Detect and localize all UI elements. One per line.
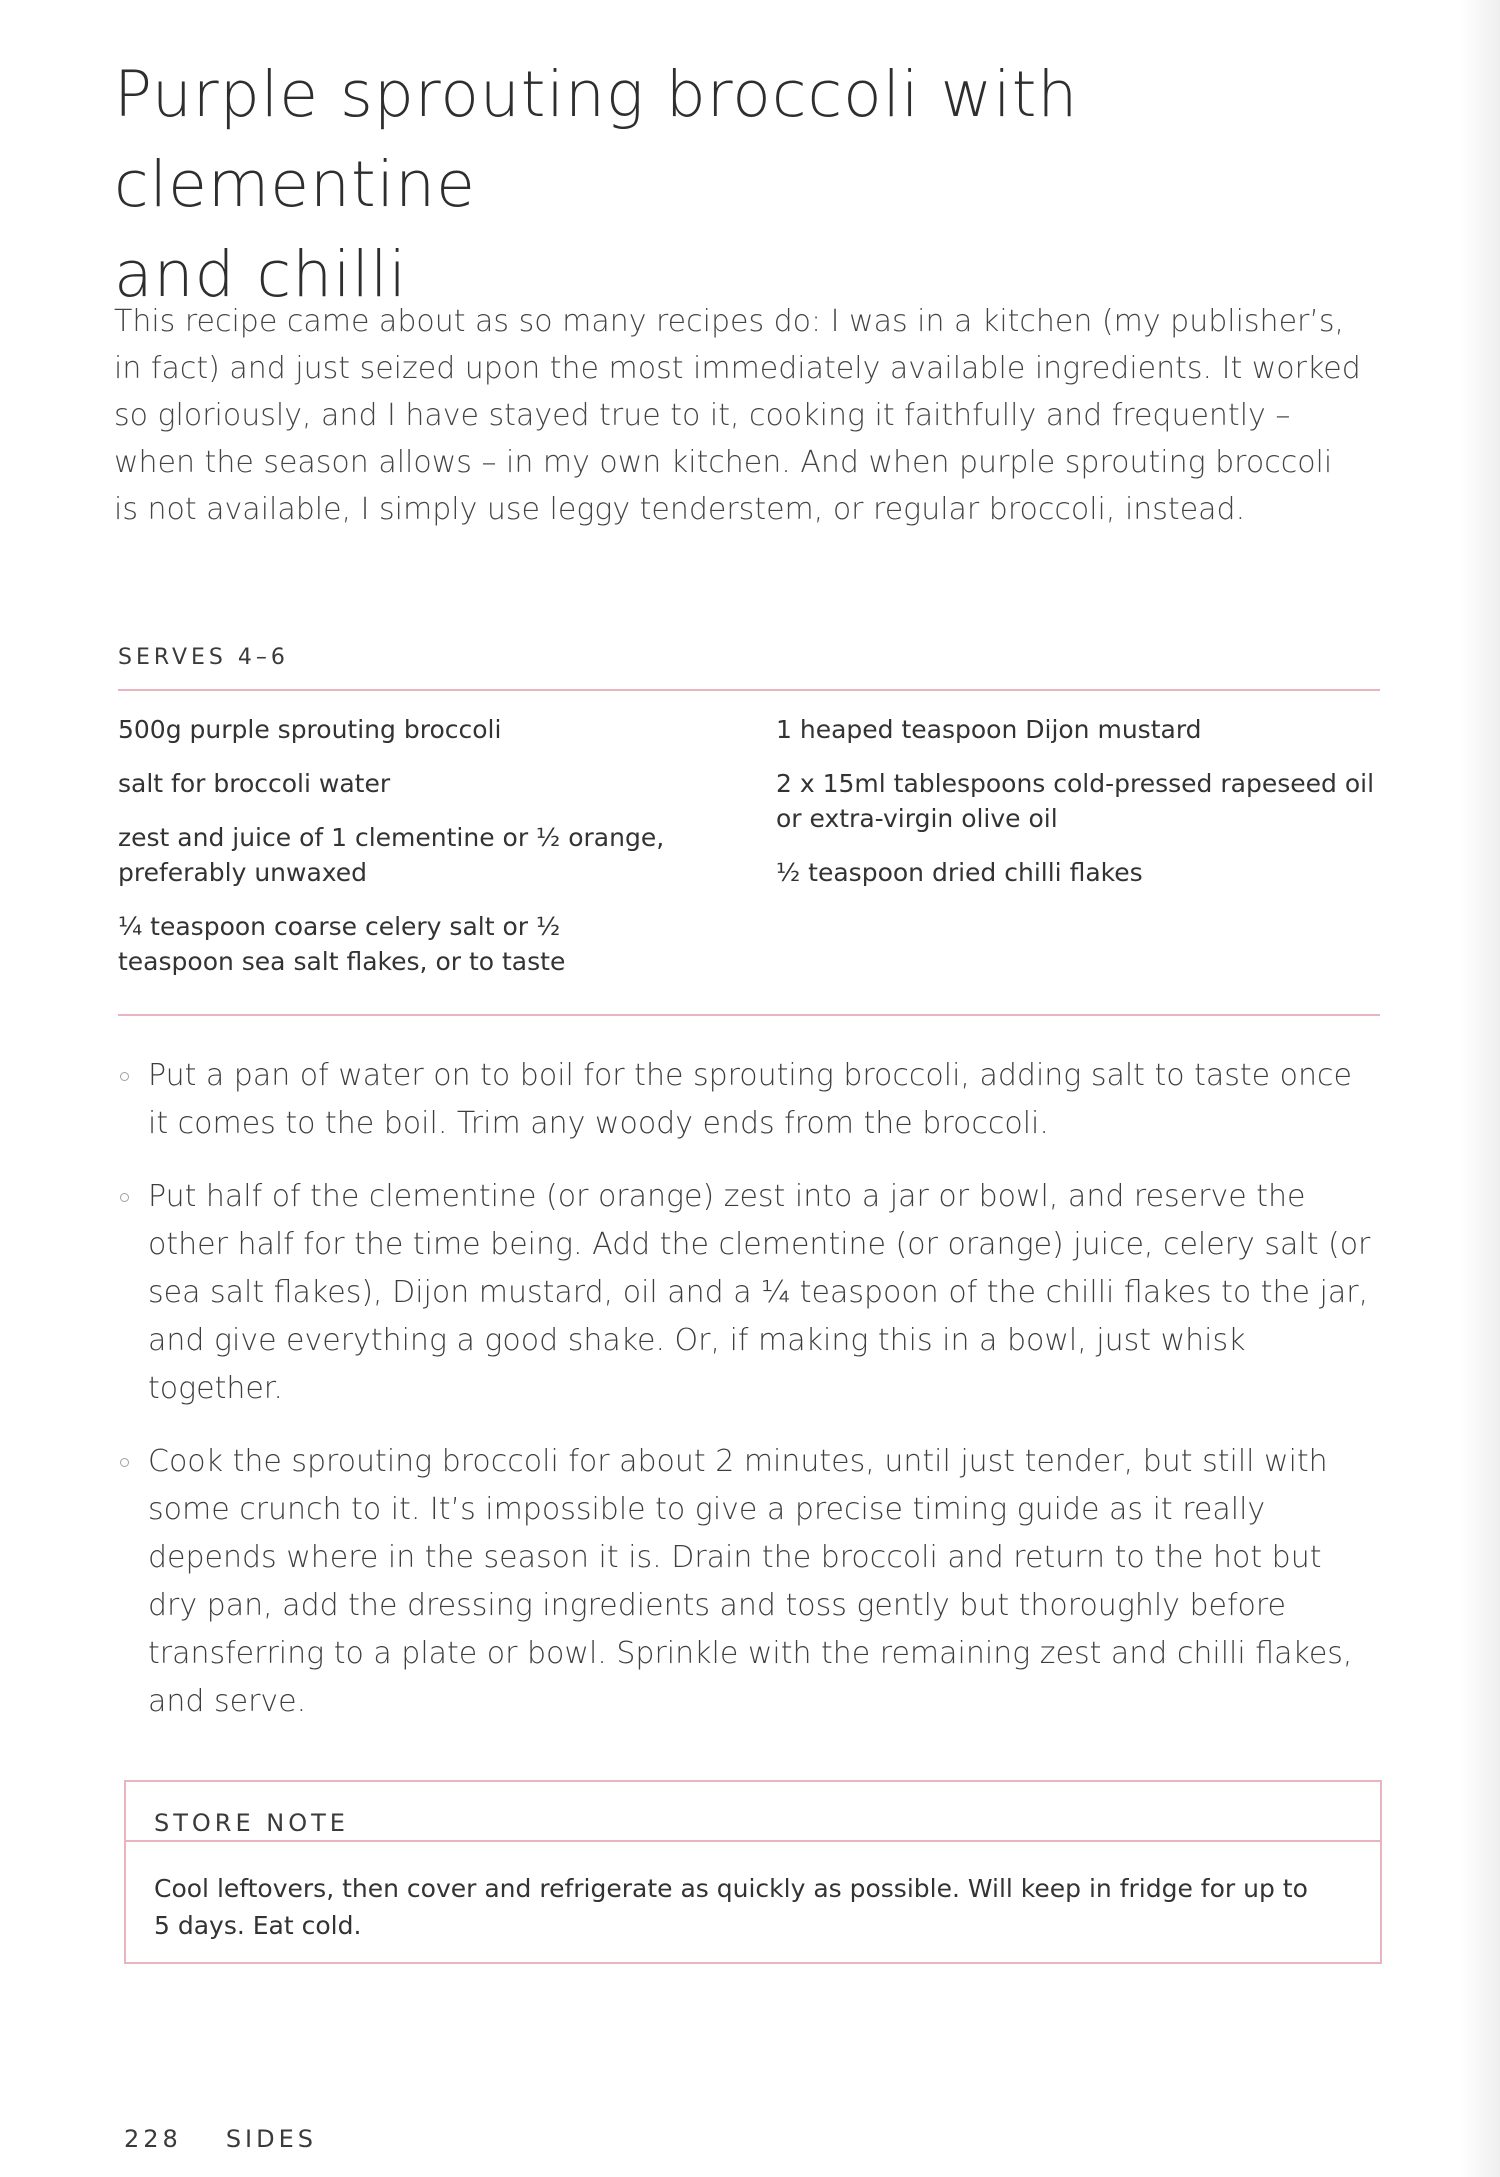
recipe-title [114,50,1374,320]
method-step [118,1438,1380,1726]
serves-label: SERVES 4–6 [118,645,289,670]
method-steps [118,1052,1380,1751]
method-step-text: Put half of the clementine (or orange) zest into a jar or bowl, and reserve the other half for the time being. Add the clementine (or orange) juice, celery salt (or sea salt flakes), Dijon mustard, oil and a ¼ teaspoon of the chilli flakes to the jar, and give everything a good shake. Or, if making this in a bowl, just whisk together. [148,1179,1371,1406]
ingredients-left-column [118,712,678,998]
ingredient-item: zest and juice of 1 clementine or ½ orange, preferably unwaxed [118,823,665,887]
page-number: 228 [124,2125,182,2153]
store-note-box [124,1780,1382,1964]
store-note-text: Cool leftovers, then cover and refrigerate as quickly as possible. Will keep in fridge for up to 5 days. Eat cold. [154,1874,1308,1940]
ingredients-right-column [776,712,1376,909]
ingredients-bottom-rule [118,1014,1380,1016]
ingredient-item: 2 x 15ml tablespoons cold-pressed rapeseed oil or extra-virgin olive oil [776,769,1375,833]
method-step [118,1052,1380,1148]
bullet-icon [120,1458,129,1467]
method-step [118,1173,1380,1413]
ingredient-item: ¼ teaspoon coarse celery salt or ½ teaspoon sea salt flakes, or to taste [118,912,566,976]
page-footer [124,2125,317,2153]
ingredient-item: 500g purple sprouting broccoli [118,715,502,744]
ingredient-item: 1 heaped teaspoon Dijon mustard [776,715,1202,744]
section-name: SIDES [225,2125,318,2153]
method-step-text: Put a pan of water on to boil for the sprouting broccoli, adding salt to taste once it comes to the boil. Trim any woody ends from the broccoli. [148,1058,1352,1141]
method-step-text: Cook the sprouting broccoli for about 2 minutes, until just tender, but still with some crunch to it. It’s impossible to give a precise timing guide as it really depends where in the season it is. Drain the broccoli and return to the hot but dry pan, add the dressing ingredients and toss gently but thoroughly before transferring to a plate or bowl. Sprinkle with the remaining zest and chilli flakes, and serve. [148,1444,1353,1719]
ingredient-item: salt for broccoli water [118,769,391,798]
ingredients-top-rule [118,689,1380,691]
recipe-title-line-2: and chilli [114,238,408,311]
store-note-title: STORE NOTE [154,1809,349,1837]
bullet-icon [120,1193,129,1202]
page-edge-shadow [1460,0,1500,2177]
bullet-icon [120,1072,129,1081]
recipe-intro: This recipe came about as so many recipes do: I was in a kitchen (my publisher’s, in fact) and just seized upon the most immediately available ingredients. It worked so gloriously, and I have stayed true to it, cooking it faithfully and frequently – when the season allows – in my own kitchen. And when purple sprouting broccoli is not available, I simply use leggy tenderstem, or regular broccoli, instead. [114,304,1361,527]
ingredient-item: ½ teaspoon dried chilli flakes [776,858,1143,887]
recipe-title-line-1: Purple sprouting broccoli with clementine [114,58,1079,221]
